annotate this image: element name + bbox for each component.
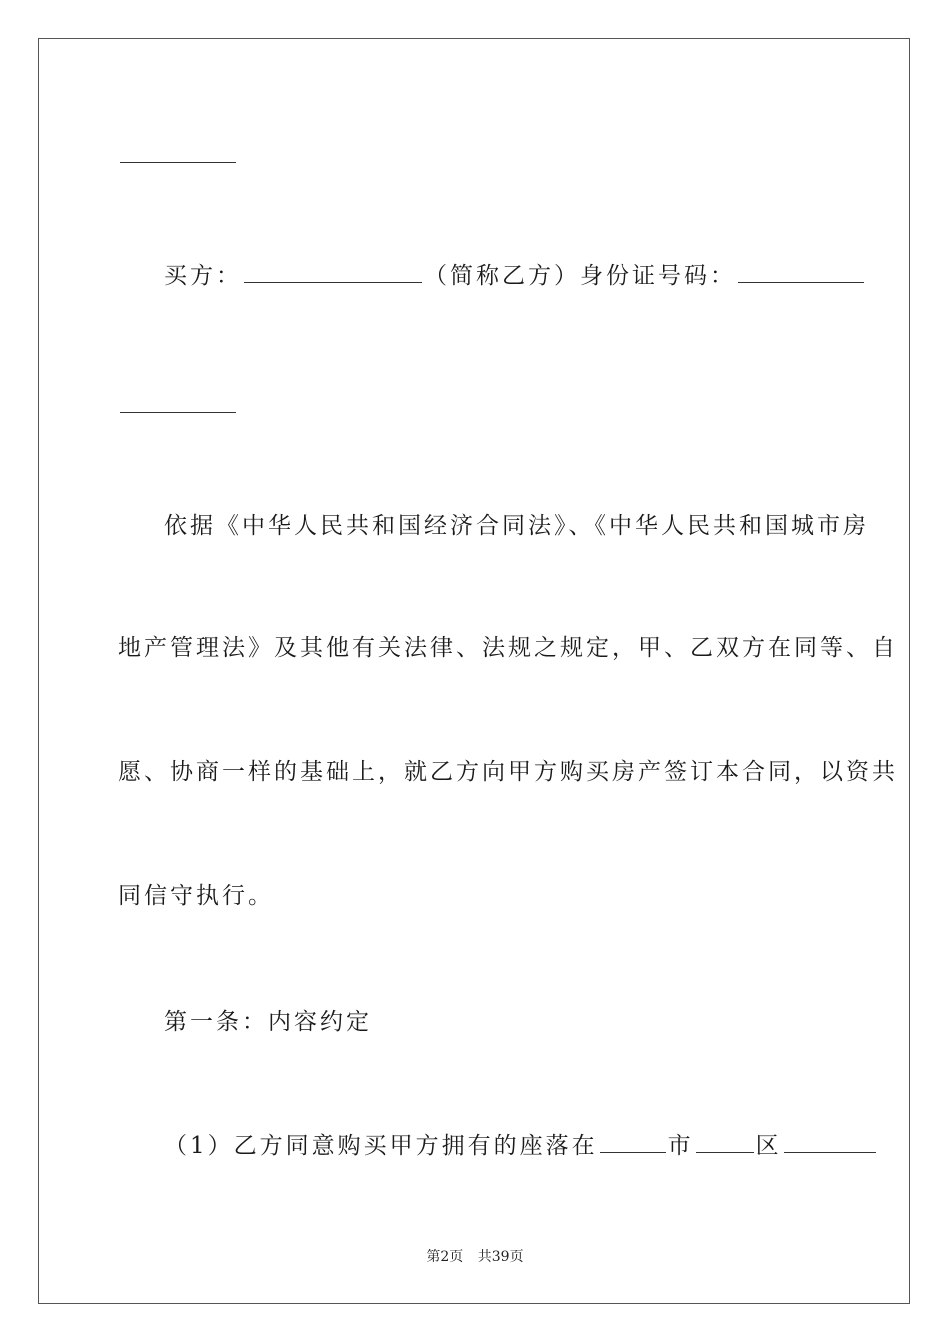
page-number: 第2页 — [426, 1249, 464, 1265]
item-1-prefix: （1）乙方同意购买甲方拥有的座落在 — [164, 1133, 598, 1159]
buyer-abbr-label: （简称乙方）身份证号码： — [424, 263, 736, 289]
city-blank[interactable] — [600, 1132, 666, 1153]
fill-blank[interactable] — [120, 392, 236, 413]
district-label: 区 — [755, 1133, 782, 1159]
page-frame — [38, 38, 910, 1304]
page-total: 共39页 — [477, 1249, 524, 1265]
fill-blank[interactable] — [120, 142, 236, 163]
article-1-heading: 第一条：内容约定 — [164, 1009, 372, 1035]
blank-line-buyer-id — [118, 390, 238, 422]
address-blank[interactable] — [784, 1132, 876, 1153]
district-blank[interactable] — [696, 1132, 754, 1153]
buyer-label: 买方： — [164, 263, 242, 289]
buyer-name-blank[interactable] — [244, 262, 422, 283]
city-label: 市 — [667, 1133, 694, 1159]
buyer-id-blank[interactable] — [738, 262, 864, 283]
buyer-line — [164, 260, 866, 292]
article-1-item-1 — [164, 1130, 878, 1162]
page-footer — [0, 1246, 950, 1266]
blank-line-top — [118, 140, 238, 172]
paragraph-line-4: 同信守执行。 — [118, 883, 274, 909]
paragraph-line-3: 愿、协商一样的基础上，就乙方向甲方购买房产签订本合同，以资共 — [118, 759, 898, 785]
paragraph-line-1: 依据《中华人民共和国经济合同法》、《中华人民共和国城市房 — [164, 513, 869, 539]
paragraph-line-2: 地产管理法》及其他有关法律、法规之规定，甲、乙双方在同等、自 — [118, 635, 898, 661]
